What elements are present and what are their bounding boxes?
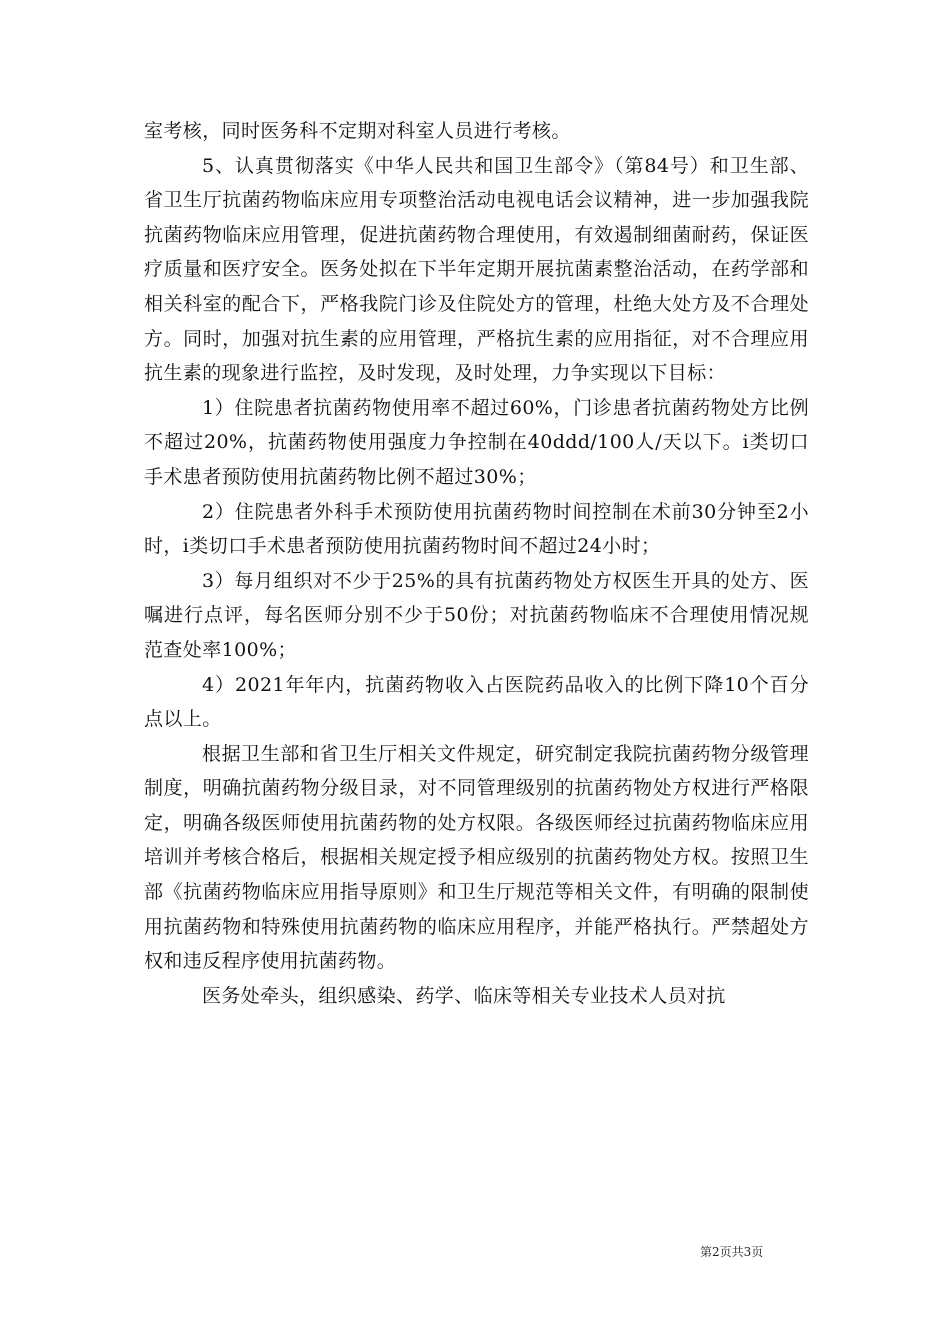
paragraph-target-1: 1）住院患者抗菌药物使用率不超过60%，门诊患者抗菌药物处方比例不超过20%，抗菌药物使用强度力争控制在40ddd/100人/天以下。i类切口手术患者预防使用抗菌药物比例不超过30%； <box>144 396 809 488</box>
paragraph-continuation: 室考核，同时医务科不定期对科室人员进行考核。 <box>144 120 571 142</box>
paragraph-target-4: 4）2021年年内，抗菌药物收入占医院药品收入的比例下降10个百分点以上。 <box>144 673 809 731</box>
paragraph-medical-office: 医务处牵头，组织感染、药学、临床等相关专业技术人员对抗 <box>202 984 726 1007</box>
paragraph-target-3: 3）每月组织对不少于25%的具有抗菌药物处方权医生开具的处方、医嘱进行点评，每名医师分别不少于50份；对抗菌药物临床不合理使用情况规范查处率100%； <box>144 569 809 661</box>
paragraph-grading-policy: 根据卫生部和省卫生厅相关文件规定，研究制定我院抗菌药物分级管理制度，明确抗菌药物分级目录，对不同管理级别的抗菌药物处方权进行严格限定，明确各级医师使用抗菌药物的处方权限。各级医师经过抗菌药物临床应用培训并考核合格后，根据相关规定授予相应级别的抗菌药物处方权。按照卫生部《抗菌药物临床应用指导原则》和卫生厅规范等相关文件，有明确的限制使用抗菌药物和特殊使用抗菌药物的临床应用程序，并能严格执行。严禁超处方权和违反程序使用抗菌药物。 <box>144 742 809 973</box>
page-number-footer: 第2页共3页 <box>700 1245 764 1259</box>
paragraph-target-2: 2）住院患者外科手术预防使用抗菌药物时间控制在术前30分钟至2小时，i类切口手术患者预防使用抗菌药物时间不超过24小时； <box>144 500 809 558</box>
document-body <box>144 114 809 1013</box>
paragraph-item-5: 5、认真贯彻落实《中华人民共和国卫生部令》（第84号）和卫生部、省卫生厅抗菌药物临床应用专项整治活动电视电话会议精神，进一步加强我院抗菌药物临床应用管理，促进抗菌药物合理使用，有效遏制细菌耐药，保证医疗质量和医疗安全。医务处拟在下半年定期开展抗菌素整治活动，在药学部和相关科室的配合下，严格我院门诊及住院处方的管理，杜绝大处方及不合理处方。同时，加强对抗生素的应用管理，严格抗生素的应用指征，对不合理应用抗生素的现象进行监控，及时发现，及时处理，力争实现以下目标： <box>144 154 809 385</box>
